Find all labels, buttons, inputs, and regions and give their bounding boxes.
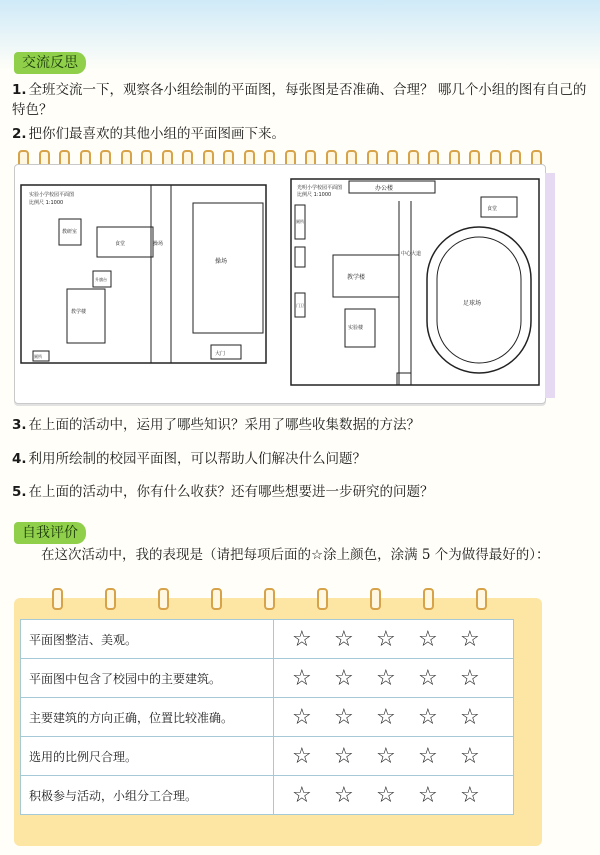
star-rating xyxy=(274,620,514,659)
question-number: 3. xyxy=(12,417,27,433)
gate-label: 大门 xyxy=(215,351,226,357)
field-label: 操场 xyxy=(215,258,228,265)
star-icon[interactable]: ☆ xyxy=(376,782,414,808)
question-1 xyxy=(12,80,588,120)
evaluation-row xyxy=(21,776,514,815)
star-rating xyxy=(274,698,514,737)
building-label: 厕所 xyxy=(34,354,42,359)
spiral-ring xyxy=(370,588,381,610)
question-5 xyxy=(12,482,588,502)
star-rating xyxy=(274,737,514,776)
building-label: 办公楼 xyxy=(375,185,394,192)
star-icon[interactable]: ☆ xyxy=(376,626,414,652)
section-title-self-evaluation: 自我评价 xyxy=(14,522,86,544)
star-icon[interactable]: ☆ xyxy=(460,743,498,769)
spiral-ring xyxy=(105,588,116,610)
star-icon[interactable]: ☆ xyxy=(418,626,456,652)
spiral-ring xyxy=(211,588,222,610)
evaluation-item-label: 平面图中包含了校园中的主要建筑。 xyxy=(21,659,274,698)
road-label: 中心大道 xyxy=(401,251,422,257)
instruction-text: 涂上颜色，涂满 5 个为做得最好的）： xyxy=(323,547,550,563)
building-label: 食堂 xyxy=(115,241,126,247)
question-text: 在上面的活动中，你有什么收获？还有哪些想要进一步研究的问题？ xyxy=(28,484,434,500)
map-scale: 比例尺 1:1000 xyxy=(297,192,332,198)
map-title: 光明小学校园平面图 xyxy=(297,185,343,191)
map-scale: 比例尺 1:1000 xyxy=(29,200,64,206)
instruction-text: 在这次活动中，我的表现是（请把每项后面的 xyxy=(41,547,311,563)
left-campus-map xyxy=(21,185,266,363)
spiral-ring xyxy=(52,588,63,610)
spiral-ring xyxy=(476,588,487,610)
star-rating xyxy=(274,776,514,815)
building-label: 厕所 xyxy=(296,219,304,224)
evaluation-row xyxy=(21,620,514,659)
star-icon[interactable]: ☆ xyxy=(418,782,456,808)
road-label: 操场 xyxy=(153,241,164,247)
question-text: 利用所绘制的校园平面图，可以帮助人们解决什么问题？ xyxy=(28,451,367,467)
question-text: 在上面的活动中，运用了哪些知识？采用了哪些收集数据的方法？ xyxy=(28,417,421,433)
panel-edge xyxy=(545,173,555,398)
evaluation-item-label: 平面图整洁、美观。 xyxy=(21,620,274,659)
star-icon[interactable]: ☆ xyxy=(460,704,498,730)
question-text: 把你们最喜欢的其他小组的平面图画下来。 xyxy=(28,126,286,142)
question-2 xyxy=(12,124,588,144)
building-label: 足球场 xyxy=(463,300,482,307)
star-icon[interactable]: ☆ xyxy=(376,704,414,730)
map-title: 实验小学校园平面图 xyxy=(29,192,75,198)
building-label: 实验楼 xyxy=(348,325,364,331)
right-campus-map xyxy=(291,179,539,385)
star-rating xyxy=(274,659,514,698)
question-3 xyxy=(12,415,588,435)
building-label: 教学楼 xyxy=(71,309,87,315)
building-label: 教研室 xyxy=(62,229,78,235)
campus-maps xyxy=(15,165,545,403)
star-icon[interactable]: ☆ xyxy=(460,626,498,652)
star-icon[interactable]: ☆ xyxy=(292,665,330,691)
spiral-ring xyxy=(158,588,169,610)
star-icon[interactable]: ☆ xyxy=(292,743,330,769)
star-icon[interactable]: ☆ xyxy=(334,704,372,730)
evaluation-item-label: 积极参与活动，小组分工合理。 xyxy=(21,776,274,815)
evaluation-item-label: 选用的比例尺合理。 xyxy=(21,737,274,776)
map-drawing-panel xyxy=(14,164,546,404)
question-number: 2. xyxy=(12,126,27,142)
evaluation-instructions xyxy=(14,545,586,566)
star-icon[interactable]: ☆ xyxy=(334,743,372,769)
star-icon[interactable]: ☆ xyxy=(292,782,330,808)
building-label: 升旗台 xyxy=(95,277,107,282)
spiral-ring xyxy=(423,588,434,610)
star-icon[interactable]: ☆ xyxy=(418,743,456,769)
question-number: 1. xyxy=(12,82,27,98)
star-icon: ☆ xyxy=(311,547,324,563)
star-icon[interactable]: ☆ xyxy=(334,665,372,691)
building-label: 教学楼 xyxy=(347,274,366,281)
star-icon[interactable]: ☆ xyxy=(460,782,498,808)
evaluation-row xyxy=(21,698,514,737)
evaluation-row xyxy=(21,659,514,698)
section-title-reflection: 交流反思 xyxy=(14,52,86,74)
star-icon[interactable]: ☆ xyxy=(334,626,372,652)
top-gradient-band xyxy=(0,0,600,70)
evaluation-item-label: 主要建筑的方向正确，位置比较准确。 xyxy=(21,698,274,737)
question-number: 4. xyxy=(12,451,27,467)
building-label: 食堂 xyxy=(487,206,498,212)
star-icon[interactable]: ☆ xyxy=(418,665,456,691)
building-label: 门卫 xyxy=(296,303,304,308)
star-icon[interactable]: ☆ xyxy=(418,704,456,730)
star-icon[interactable]: ☆ xyxy=(376,665,414,691)
star-icon[interactable]: ☆ xyxy=(292,626,330,652)
question-text: 全班交流一下，观察各小组绘制的平面图，每张图是否准确、合理？ 哪几个小组的图有自己的特色？ xyxy=(12,82,587,118)
spiral-ring xyxy=(317,588,328,610)
evaluation-row xyxy=(21,737,514,776)
star-icon[interactable]: ☆ xyxy=(292,704,330,730)
evaluation-table xyxy=(20,619,514,815)
spiral-ring xyxy=(264,588,275,610)
star-icon[interactable]: ☆ xyxy=(460,665,498,691)
question-number: 5. xyxy=(12,484,27,500)
star-icon[interactable]: ☆ xyxy=(334,782,372,808)
question-4 xyxy=(12,449,588,469)
star-icon[interactable]: ☆ xyxy=(376,743,414,769)
